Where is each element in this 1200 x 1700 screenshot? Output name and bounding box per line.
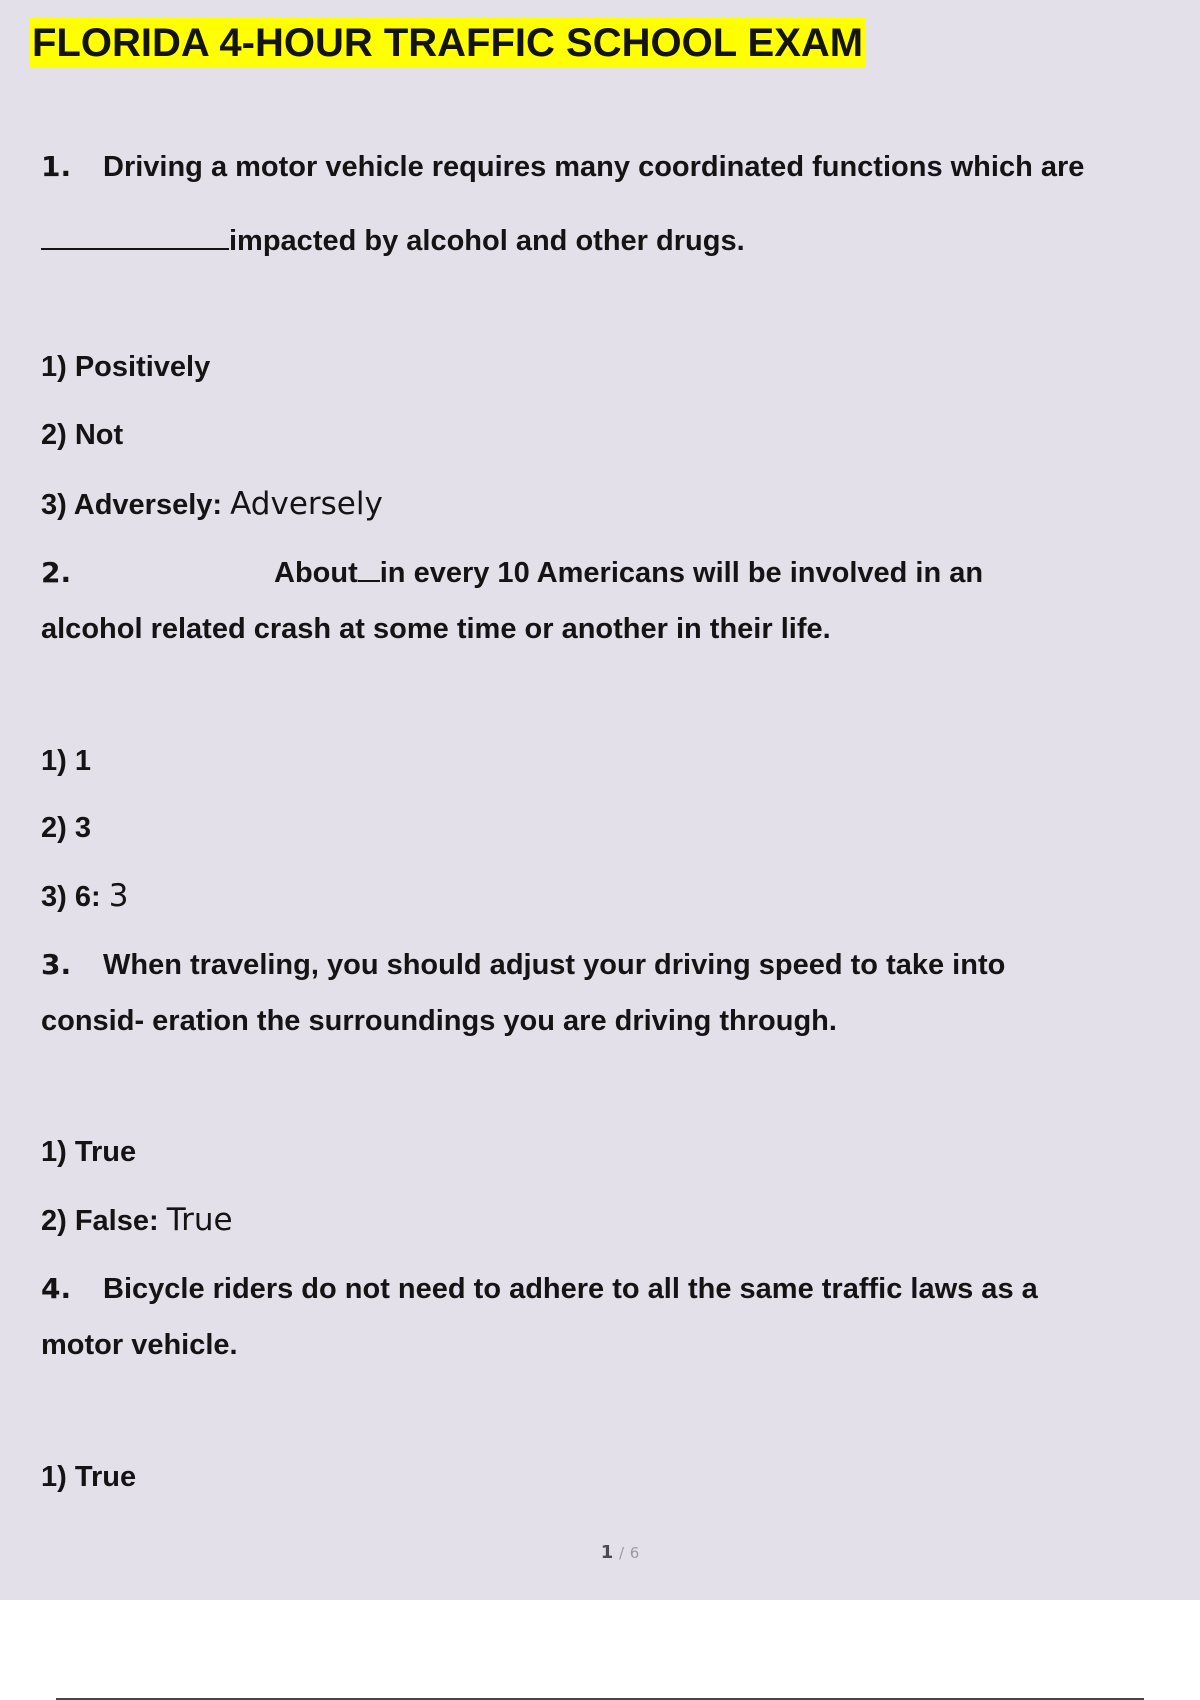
- answer-text: Adversely: [230, 486, 383, 522]
- page-separator: /: [618, 1544, 625, 1562]
- option: 3) Adversely:: [41, 489, 223, 521]
- current-page: 1: [600, 1542, 614, 1563]
- option: 2) Not: [41, 419, 124, 451]
- answer-text: 3: [108, 878, 129, 914]
- answer-text: True: [166, 1202, 233, 1238]
- option-with-answer: [41, 1200, 233, 1241]
- question-3-line-2: consid- eration the surroundings you are driving through.: [41, 1005, 837, 1037]
- page-title: FLORIDA 4-HOUR TRAFFIC SCHOOL EXAM: [30, 18, 865, 68]
- question-number: 4.: [41, 1272, 72, 1305]
- page-indicator: [0, 1542, 1200, 1563]
- option: 1) True: [41, 1136, 137, 1168]
- option: 2) False:: [41, 1205, 159, 1237]
- option: 2) 3: [41, 812, 91, 844]
- question-1-line-2: [41, 218, 745, 261]
- question-2-line-2: alcohol related crash at some time or another in their life.: [41, 613, 831, 645]
- option-with-answer: [41, 876, 128, 917]
- question-text: in every 10 Americans will be involved in an: [379, 557, 984, 589]
- option: 1) Positively: [41, 351, 211, 383]
- question-number: 1.: [41, 150, 72, 183]
- question-number: 3.: [41, 948, 72, 981]
- question-3-line-1: [41, 945, 1005, 985]
- fill-in-blank: [358, 554, 380, 582]
- option: 3) 6:: [41, 881, 101, 913]
- question-4-line-2: motor vehicle.: [41, 1329, 238, 1361]
- question-text: Driving a motor vehicle requires many coordinated functions which are: [103, 151, 1085, 183]
- question-2-line-1: [41, 553, 983, 593]
- question-number: 2.: [41, 556, 72, 589]
- fill-in-blank: [41, 218, 229, 250]
- question-1-line-1: [41, 147, 1084, 187]
- question-text: About: [274, 557, 358, 589]
- option: 1) True: [41, 1461, 137, 1493]
- question-text: impacted by alcohol and other drugs.: [229, 225, 745, 257]
- question-text: When traveling, you should adjust your driving speed to take into: [103, 949, 1006, 981]
- question-4-line-1: [41, 1269, 1038, 1309]
- option: 1) 1: [41, 745, 91, 777]
- question-text: Bicycle riders do not need to adhere to all the same traffic laws as a: [103, 1273, 1038, 1305]
- option-with-answer: [41, 484, 383, 525]
- total-pages: 6: [629, 1544, 640, 1562]
